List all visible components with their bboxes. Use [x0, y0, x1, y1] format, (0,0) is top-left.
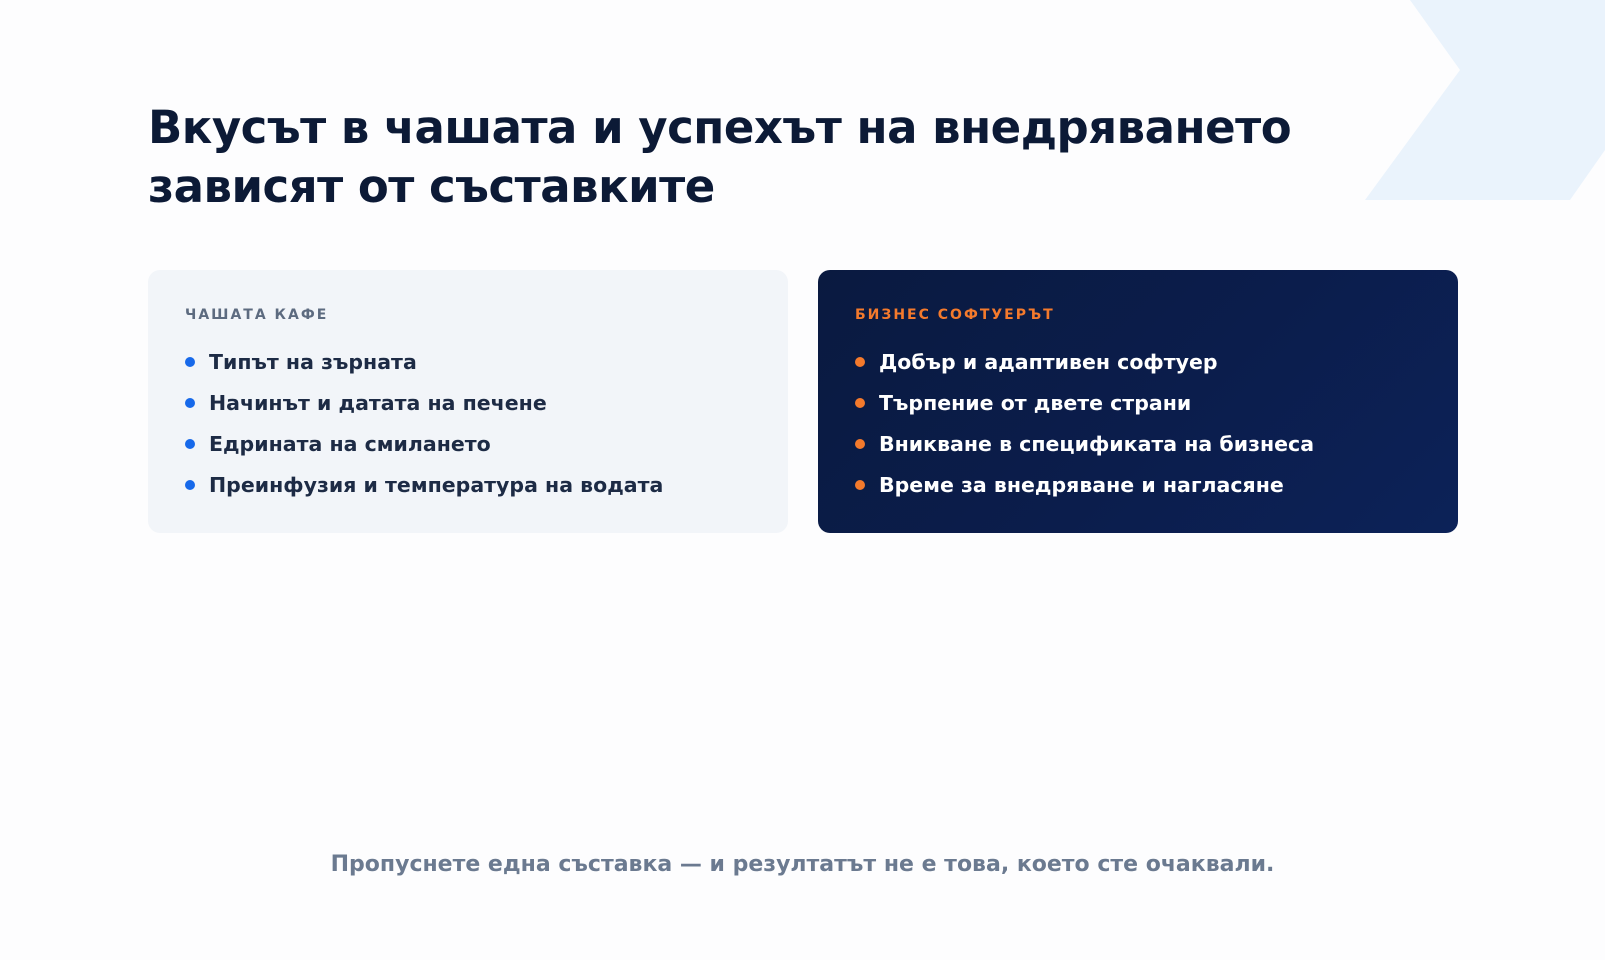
list-item: [855, 341, 1428, 382]
ingredient-list: [185, 341, 758, 505]
bullet-icon: [855, 398, 865, 408]
list-item-text: Търпение от двете страни: [879, 390, 1192, 415]
bullet-icon: [185, 439, 195, 449]
list-item: [185, 341, 758, 382]
bullet-icon: [855, 480, 865, 490]
list-item: [185, 423, 758, 464]
bullet-icon: [185, 398, 195, 408]
bullet-icon: [855, 439, 865, 449]
bullet-icon: [855, 357, 865, 367]
page-title: Вкусът в чашата и успехът на внедряването зависят от съставките: [148, 101, 1292, 213]
footer-note: Пропуснете една съставка — и резултатът не е това, което сте очаквали.: [330, 852, 1275, 877]
list-item: [855, 423, 1428, 464]
list-item: [855, 382, 1428, 423]
list-item-text: Типът на зърната: [209, 349, 417, 374]
list-item-text: Време за внедряване и нагласяне: [879, 472, 1284, 497]
list-item: [185, 464, 758, 505]
card-label: ЧАШАТА КАФЕ: [185, 307, 329, 323]
list-item: [855, 464, 1428, 505]
coffee-cup-card: [148, 270, 788, 533]
card-label: БИЗНЕС СОФТУЕРЪТ: [855, 307, 1055, 323]
ingredient-list: [855, 341, 1428, 505]
list-item-text: Начинът и датата на печене: [209, 390, 547, 415]
list-item-text: Преинфузия и температура на водата: [209, 472, 664, 497]
bullet-icon: [185, 480, 195, 490]
bullet-icon: [185, 357, 195, 367]
list-item-text: Добър и адаптивен софтуер: [879, 349, 1218, 374]
list-item: [185, 382, 758, 423]
list-item-text: Вникване в спецификата на бизнеса: [879, 431, 1315, 456]
business-software-card: [818, 270, 1458, 533]
list-item-text: Едрината на смилането: [209, 431, 491, 456]
